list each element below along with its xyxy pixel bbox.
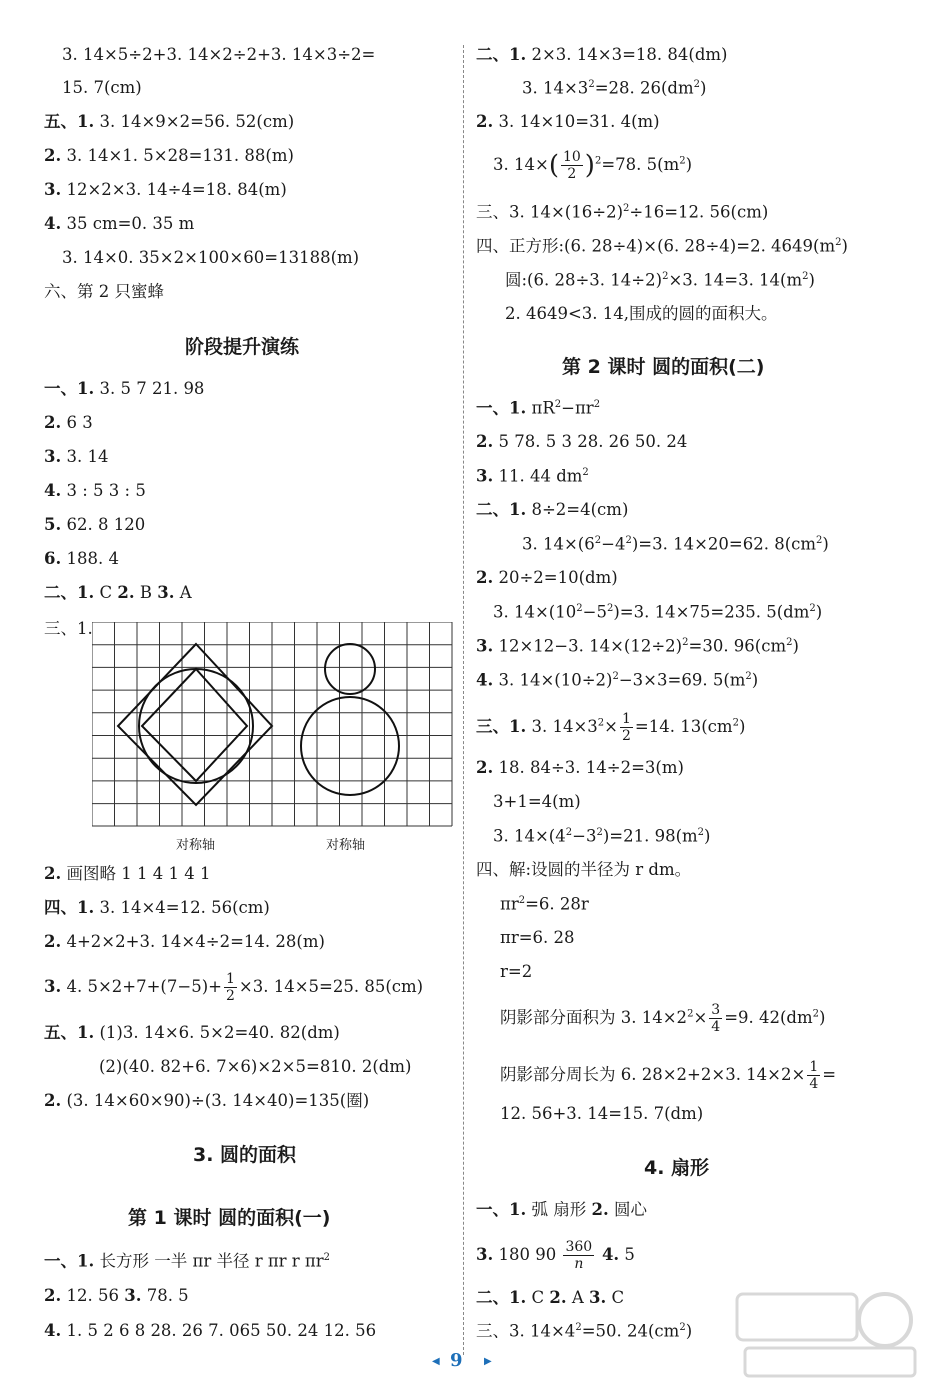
exponent: 2 <box>625 535 632 546</box>
answer-text: 画图略 1 1 4 1 4 1 <box>61 864 211 883</box>
answer-text: 5 78. 5 3 28. 26 50. 24 <box>493 432 688 451</box>
answer-text: 3. 14×4=12. 56(cm) <box>94 898 270 917</box>
answer-text: −3×3=69. 5(m <box>618 670 746 690</box>
answer-text: =78. 5(m <box>601 155 680 174</box>
answer-line <box>476 1290 624 1307</box>
answer-text: −πr <box>561 398 594 418</box>
small-circle <box>325 644 375 694</box>
answer-line <box>44 114 294 131</box>
answer-text: ) <box>819 1008 826 1027</box>
answer-line <box>476 712 745 743</box>
answer-line <box>44 148 294 165</box>
answer-line: 3. 14×5÷2+3. 14×2÷2+3. 14×3÷2= <box>62 45 376 64</box>
answer-text: ) <box>808 270 815 290</box>
symmetry-axis-label: 对称轴 <box>176 838 216 853</box>
answer-line <box>522 80 706 97</box>
answer-line <box>44 182 287 199</box>
grid-lines <box>92 622 452 826</box>
answer-text: 长方形 一半 πr 半径 r πr r πr <box>94 1251 324 1271</box>
inner-diamond <box>142 669 247 781</box>
answer-line <box>476 434 687 451</box>
item-number: 一、1. <box>44 379 95 398</box>
fraction <box>709 1003 722 1034</box>
lesson-heading: 第 1 课时 圆的面积(一) <box>128 1207 331 1229</box>
watermark-logo <box>735 1290 920 1382</box>
answer-text: ) <box>822 534 829 554</box>
answer-text: 3. 14×3 <box>526 717 598 736</box>
exponent: 2 <box>565 827 573 838</box>
exponent: 2 <box>582 467 589 478</box>
answer-text: 3. 14× <box>493 155 549 174</box>
page-number-decoration-right: ▶ <box>484 1356 492 1367</box>
item-number: 2. <box>476 568 494 587</box>
answer-line <box>44 216 194 233</box>
answer-text: 3. 14×3 <box>522 78 589 98</box>
answer-text: ) <box>685 1321 693 1341</box>
answer-line <box>44 900 270 917</box>
item-number: 2. <box>44 1091 62 1110</box>
answer-text: ) <box>738 717 746 736</box>
answer-line: 15. 7(cm) <box>62 78 142 97</box>
answer-line <box>476 638 799 655</box>
answer-line <box>500 1003 825 1034</box>
item-number: 4. <box>44 481 62 500</box>
exponent: 2 <box>786 637 793 648</box>
answer-text: =6. 28r <box>525 894 589 914</box>
answer-line <box>493 604 822 621</box>
item-number: 五、1. <box>44 1023 95 1042</box>
exponent: 2 <box>835 237 842 248</box>
answer-line: 六、第 2 只蜜蜂 <box>44 282 164 301</box>
exponent: 2 <box>745 671 752 682</box>
fraction <box>561 150 583 181</box>
answer-text: 18. 84÷3. 14÷2=3(m) <box>493 758 684 777</box>
item-number: 2. <box>44 932 62 951</box>
symmetry-axis-label: 对称轴 <box>326 838 366 853</box>
item-number: 一、1. <box>44 1251 95 1271</box>
answer-text: 12×2×3. 14÷4=18. 84(m) <box>61 180 287 199</box>
answer-text: 20÷2=10(dm) <box>493 568 618 587</box>
numerator: 360 <box>565 1239 593 1255</box>
item-number: 五、1. <box>44 112 95 131</box>
answer-line <box>476 502 628 519</box>
answer-text: 四、正方形:(6. 28÷4)×(6. 28÷4)=2. 4649(m <box>476 236 836 256</box>
item-number: 一、1. <box>476 1200 527 1219</box>
answer-text: 三、3. 14×(16÷2) <box>476 202 624 222</box>
left-paren: ( <box>548 150 559 181</box>
answer-line <box>44 449 108 466</box>
answer-text: 78. 5 <box>141 1286 189 1305</box>
lesson-heading: 第 2 课时 圆的面积(二) <box>562 356 765 378</box>
item-number: 一、1. <box>476 398 527 418</box>
answer-line <box>44 934 325 951</box>
answer-text: × <box>604 717 618 736</box>
exponent: 2 <box>597 717 605 729</box>
answer-line <box>44 1025 340 1042</box>
right-paren: ) <box>584 150 595 181</box>
answer-text: 阴影部分面积为 3. 14×2 <box>500 1008 688 1027</box>
answer-line <box>44 866 210 883</box>
denominator: 2 <box>567 166 577 182</box>
exponent: 2 <box>594 535 602 546</box>
item-number: 4. <box>44 214 62 233</box>
exponent: 2 <box>612 671 619 682</box>
answer-text: ÷16=12. 56(cm) <box>629 202 769 222</box>
answer-text: B <box>134 583 158 602</box>
answer-text: 3. 14×(10 <box>493 602 577 622</box>
answer-line <box>476 468 589 485</box>
item-number: 2. <box>44 1286 62 1305</box>
answer-line <box>493 150 692 181</box>
answer-text: 3. 14 <box>61 447 109 466</box>
answer-line <box>44 517 145 534</box>
item-number: 3. <box>476 466 494 486</box>
answer-text: 62. 8 120 <box>61 515 146 534</box>
exponent: 2 <box>697 827 705 838</box>
numerator: 1 <box>622 711 631 727</box>
answer-text: 圆心 <box>608 1200 647 1219</box>
answer-line <box>476 114 660 131</box>
answer-line: πr=6. 28 <box>500 928 575 947</box>
numerator: 3 <box>711 1002 721 1018</box>
exponent: 2 <box>662 271 669 282</box>
exponent: 2 <box>588 79 595 90</box>
answer-line <box>44 483 146 500</box>
exponent: 2 <box>693 79 701 90</box>
section-heading: 4. 扇形 <box>644 1157 710 1179</box>
exponent: 2 <box>554 399 562 410</box>
item-number: 2. <box>44 413 62 432</box>
answer-line <box>44 1093 369 1110</box>
numerator: 1 <box>225 971 235 987</box>
symmetry-grid-figure <box>92 622 454 827</box>
exponent: 2 <box>594 155 602 167</box>
exponent: 2 <box>623 203 630 214</box>
answer-text: 1. 5 2 6 8 28. 26 7. 065 50. 24 12. 56 <box>61 1321 377 1340</box>
answer-line: 三、1. <box>44 619 93 638</box>
answer-text: ) <box>815 602 823 622</box>
answer-line <box>44 415 93 432</box>
answer-line <box>44 1253 330 1270</box>
answer-text: ) <box>751 670 759 690</box>
answer-text: 188. 4 <box>61 549 119 568</box>
answer-text: (1)3. 14×6. 5×2=40. 82(dm) <box>94 1023 340 1042</box>
answer-line: 3+1=4(m) <box>493 792 581 811</box>
answer-text: −5 <box>582 602 607 622</box>
denominator: n <box>574 1256 584 1272</box>
exponent: 2 <box>606 603 614 614</box>
answer-line <box>476 1202 647 1219</box>
answer-text: ) <box>841 236 848 256</box>
answer-text: ) <box>685 155 693 174</box>
item-number: 2. <box>591 1200 609 1219</box>
answer-line <box>476 1323 692 1340</box>
answer-line <box>505 272 815 289</box>
item-number: 6. <box>44 549 62 568</box>
denominator: 2 <box>622 728 631 744</box>
item-number: 4. <box>596 1245 620 1264</box>
answer-text: 12×12−3. 14×(12÷2) <box>493 636 683 656</box>
item-number: 3. <box>44 447 62 466</box>
answer-text: =50. 24(cm <box>581 1321 680 1341</box>
exponent: 2 <box>802 271 809 282</box>
item-number: 2. <box>476 112 494 131</box>
answer-text: =30. 96(cm <box>688 636 787 656</box>
item-number: 二、1. <box>44 583 95 602</box>
item-number: 二、1. <box>476 500 527 519</box>
answer-text: C <box>526 1288 550 1307</box>
answer-text: A <box>174 583 192 602</box>
answer-text: 三、3. 14×4 <box>476 1321 576 1341</box>
answer-line: 3. 14×0. 35×2×100×60=13188(m) <box>62 248 360 267</box>
exponent: 2 <box>809 603 816 614</box>
exponent: 2 <box>732 717 739 729</box>
numerator: 1 <box>809 1059 819 1075</box>
answer-line: (2)(40. 82+6. 7×6)×2×5=810. 2(dm) <box>99 1057 412 1076</box>
answer-text: 3. 14×10=31. 4(m) <box>493 112 660 131</box>
answer-text: πr <box>500 894 519 914</box>
fraction <box>620 712 633 743</box>
item-number: 5. <box>44 515 62 534</box>
answer-line <box>476 238 848 255</box>
answer-line <box>522 536 829 553</box>
answer-text: 3. 14×9×2=56. 52(cm) <box>94 112 295 131</box>
item-number: 4. <box>44 1321 62 1340</box>
answer-text: −4 <box>601 534 626 554</box>
item-number: 4. <box>476 670 494 690</box>
answer-text: 4+2×2+3. 14×4÷2=14. 28(m) <box>61 932 325 951</box>
fraction <box>807 1060 820 1091</box>
answer-line: r=2 <box>500 962 533 981</box>
answer-text: 11. 44 dm <box>493 466 583 486</box>
item-number: 3. <box>589 1288 607 1307</box>
answer-text: C <box>606 1288 625 1307</box>
answer-line: 2. 4649<3. 14,围成的圆的面积大。 <box>505 304 778 323</box>
item-number: 3. <box>476 1245 494 1264</box>
answer-line <box>44 585 192 602</box>
answer-text: ) <box>792 636 799 656</box>
page-number-decoration-left: ◀ <box>432 1356 440 1367</box>
item-number: 三、1. <box>476 717 527 736</box>
answer-text: )=3. 14×20=62. 8(cm <box>631 534 817 554</box>
answer-line <box>476 1240 635 1271</box>
item-number: 二、1. <box>476 45 527 64</box>
answer-text: C <box>94 583 118 602</box>
exponent: 2 <box>679 155 686 167</box>
answer-text: ) <box>700 78 707 98</box>
middle-circle <box>139 669 253 783</box>
answer-line: 12. 56+3. 14=15. 7(dm) <box>500 1104 704 1123</box>
item-number: 3. <box>44 180 62 199</box>
exponent: 2 <box>518 895 526 906</box>
answer-text: 圆:(6. 28÷3. 14÷2) <box>505 270 663 290</box>
fraction <box>563 1240 594 1271</box>
answer-line <box>500 1060 836 1091</box>
item-number: 2. <box>549 1288 567 1307</box>
answer-text: 180 90 <box>493 1245 562 1264</box>
answer-text: 2×3. 14×3=18. 84(dm) <box>526 45 728 64</box>
answer-line: 四、解:设圆的半径为 r dm。 <box>476 860 692 879</box>
answer-line <box>44 1288 189 1305</box>
exponent: 2 <box>816 535 823 546</box>
answer-text: 阴影部分周长为 6. 28×2+2×3. 14×2× <box>500 1065 806 1084</box>
column-divider <box>463 45 464 1355</box>
item-number: 2. <box>44 146 62 165</box>
exponent: 2 <box>596 827 603 838</box>
answer-line <box>476 204 768 221</box>
item-number: 2. <box>476 758 494 777</box>
fraction <box>224 972 237 1003</box>
answer-text: 3. 14×(4 <box>493 826 566 846</box>
answer-line <box>476 672 758 689</box>
answer-text: 6 3 <box>61 413 93 432</box>
answer-text: = <box>822 1065 837 1084</box>
answer-text: 3 : 5 3 : 5 <box>61 481 146 500</box>
answer-line <box>476 47 728 64</box>
section-heading: 阶段提升演练 <box>185 336 300 358</box>
answer-text: A <box>566 1288 589 1307</box>
answer-line <box>476 760 684 777</box>
answer-text: πR <box>526 398 555 418</box>
denominator: 4 <box>809 1076 819 1092</box>
answer-text: =28. 26(dm <box>594 78 694 98</box>
item-number: 2. <box>476 432 494 451</box>
item-number: 3. <box>44 977 62 996</box>
page-number: 9 <box>450 1350 463 1371</box>
section-heading: 3. 圆的面积 <box>193 1144 297 1166</box>
exponent: 2 <box>323 1252 331 1263</box>
answer-text: (3. 14×60×90)÷(3. 14×40)=135(圈) <box>61 1091 370 1110</box>
answer-text: −3 <box>572 826 597 846</box>
answer-text: 12. 56 <box>61 1286 125 1305</box>
answer-text: × <box>693 1008 708 1027</box>
answer-line <box>476 570 618 587</box>
answer-text: 3. 5 7 21. 98 <box>94 379 205 398</box>
answer-line <box>476 400 600 417</box>
answer-line <box>44 551 119 568</box>
answer-text: ×3. 14×5=25. 85(cm) <box>238 977 424 996</box>
answer-text: 3. 14×(10÷2) <box>493 670 613 690</box>
item-number: 3. <box>476 636 494 656</box>
answer-text: 35 cm=0. 35 m <box>61 214 195 233</box>
item-number: 3. <box>157 583 175 602</box>
exponent: 2 <box>679 1322 686 1333</box>
answer-text: 4. 5×2+7+(7−5)+ <box>61 977 222 996</box>
answer-text: =14. 13(cm <box>634 717 733 736</box>
answer-line <box>44 1323 376 1340</box>
exponent: 2 <box>576 603 583 614</box>
item-number: 3. <box>124 1286 142 1305</box>
numerator: 10 <box>562 149 581 165</box>
answer-line <box>500 896 589 913</box>
answer-line <box>44 381 204 398</box>
answer-text: 5 <box>619 1245 635 1264</box>
exponent: 2 <box>687 1008 694 1020</box>
denominator: 4 <box>711 1019 721 1035</box>
item-number: 二、1. <box>476 1288 527 1307</box>
answer-text: 3. 14×(6 <box>522 534 595 554</box>
answer-text: 弧 扇形 <box>526 1200 592 1219</box>
item-number: 2. <box>117 583 135 602</box>
item-number: 2. <box>44 864 62 883</box>
answer-text: 3. 14×1. 5×28=131. 88(m) <box>61 146 294 165</box>
exponent: 2 <box>575 1322 582 1333</box>
answer-text: )=3. 14×75=235. 5(dm <box>613 602 810 622</box>
answer-line <box>44 972 423 1003</box>
answer-text: =9. 42(dm <box>724 1008 813 1027</box>
exponent: 2 <box>682 637 689 648</box>
answer-text: 8÷2=4(cm) <box>526 500 629 519</box>
answer-line <box>493 828 710 845</box>
denominator: 2 <box>225 988 235 1004</box>
exponent: 2 <box>593 399 601 410</box>
answer-text: )=21. 98(m <box>602 826 698 846</box>
exponent: 2 <box>812 1008 820 1020</box>
answer-text: ) <box>704 826 711 846</box>
answer-text: ×3. 14=3. 14(m <box>668 270 803 290</box>
item-number: 四、1. <box>44 898 95 917</box>
